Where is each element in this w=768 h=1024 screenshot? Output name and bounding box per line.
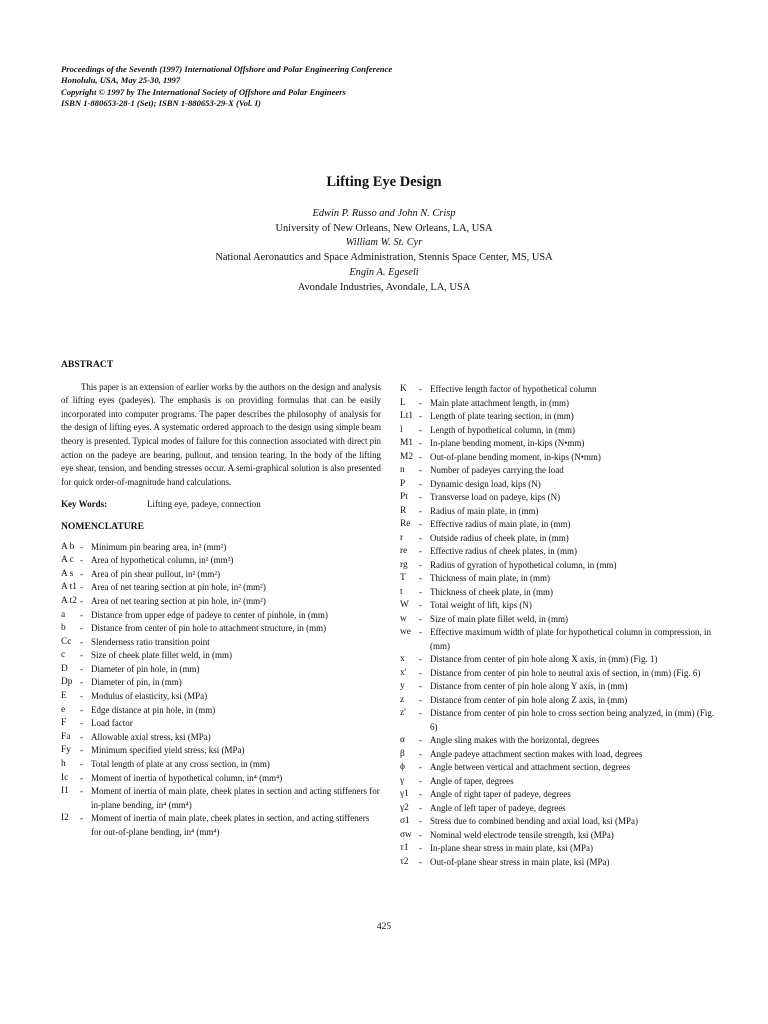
nomenclature-definition: Minimum specified yield stress, ksi (MPa) [91,745,245,756]
nomenclature-dash: - [419,843,422,853]
author-block [0,207,768,295]
nomenclature-dash: - [419,384,422,394]
nomenclature-definition: Total weight of lift, kips (N) [430,600,532,610]
nomenclature-definition: Diameter of pin hole, in (mm) [91,663,200,674]
nomenclature-definition: Area of pin shear pullout, in² (mm²) [91,568,221,579]
nomenclature-entry [61,812,381,839]
header-line: Proceedings of the Seventh (1997) International Offshore and Polar Engineering Conference [61,64,393,74]
nomenclature-entry [400,437,720,451]
nomenclature-dash: - [419,694,422,705]
nomenclature-entry [61,581,381,595]
nomenclature-symbol: r [400,532,404,543]
header-line: Copyright © 1997 by The International Society of Offshore and Polar Engineers [61,86,346,97]
nomenclature-definition: Slenderness ratio transition point [91,636,210,647]
nomenclature-dash: - [419,492,422,502]
nomenclature-definition: Distance from center of pin hole to attachment structure, in (mm) [91,623,327,634]
nomenclature-symbol: Ic [61,772,69,783]
nomenclature-symbol: rg [400,559,408,570]
nomenclature-symbol: P [400,478,406,489]
abstract-heading: ABSTRACT [61,359,114,370]
nomenclature-definition: Distance from center of pin hole along Z axis, in (mm) [430,694,628,705]
nomenclature-symbol: τ1 [400,843,409,853]
nomenclature-definition: Distance from center of pin hole along X axis, in (mm) (Fig. 1) [430,654,658,664]
nomenclature-definition: Out-of-plane bending moment, in-kips (N•mm) [430,451,601,462]
nomenclature-dash: - [419,424,422,435]
nomenclature-symbol: e [61,704,66,715]
nomenclature-entry [61,717,381,731]
nomenclature-symbol: α [400,735,405,745]
nomenclature-dash: - [80,650,83,661]
author-name: Engin A. Egeseli [349,266,419,278]
nomenclature-symbol: σ1 [400,816,410,826]
nomenclature-symbol: l [400,424,403,435]
nomenclature-symbol: Lt1 [400,411,414,421]
nomenclature-dash: - [419,708,422,718]
nomenclature-entry [400,532,720,546]
nomenclature-definition: Length of plate tearing section, in (mm) [430,411,574,421]
nomenclature-symbol: w [400,613,407,624]
nomenclature-entry [61,676,381,690]
nomenclature-symbol: ϕ [400,762,405,772]
nomenclature-dash: - [419,505,422,516]
nomenclature-dash: - [80,623,83,634]
nomenclature-entry [400,572,720,586]
nomenclature-definition: Radius of main plate, in (mm) [430,505,539,516]
nomenclature-dash: - [419,465,422,475]
nomenclature-symbol: D [61,663,68,674]
affiliation: Avondale Industries, Avondale, LA, USA [297,281,471,293]
nomenclature-symbol: M2 [400,451,414,462]
nomenclature-definition: Angle padeye attachment section makes with load, degrees [430,748,643,759]
nomenclature-definition: Nominal weld electrode tensile strength, ksi (MPa) [430,829,614,840]
nomenclature-dash: - [80,691,83,702]
nomenclature-symbol: I2 [61,813,69,824]
nomenclature-entry [61,772,381,786]
nomenclature-definition: Out-of-plane shear stress in main plate, ksi (MPa) [430,856,610,867]
nomenclature-entry [61,785,381,812]
nomenclature-dash: - [419,600,422,610]
nomenclature-entry [61,595,381,609]
nomenclature-dash: - [419,478,422,489]
nomenclature-dash: - [80,568,83,579]
nomenclature-definition: Distance from center of pin hole to cross section being analyzed, in (mm) (Fig. 6) [430,708,715,732]
nomenclature-definition: Distance from center of pin hole to neutral axis of section, in (mm) (Fig. 6) [430,667,701,678]
nomenclature-dash: - [80,759,83,770]
nomenclature-entry [61,663,381,677]
nomenclature-definition: Effective maximum width of plate for hypothetical column in compression, in (mm) [430,627,712,651]
nomenclature-symbol: Fa [61,731,71,742]
nomenclature-definition: Number of padeyes carrying the load [430,465,564,475]
nomenclature-symbol: x' [400,667,407,678]
nomenclature-symbol: F [61,718,67,729]
nomenclature-definition: Radius of gyration of hypothetical column, in (mm) [430,559,617,570]
nomenclature-symbol: A t1 [61,582,77,593]
left-column [61,358,381,840]
nomenclature-dash: - [419,667,422,678]
nomenclature-dash: - [419,438,422,448]
nomenclature-symbol: T [400,573,406,583]
nomenclature-list-left [61,541,381,840]
nomenclature-definition: Angle of left taper of padeye, degrees [430,802,566,813]
nomenclature-entry [400,491,720,505]
paper-title: Lifting Eye Design [326,174,442,190]
nomenclature-definition: Total length of plate at any cross section, in (mm) [91,759,270,770]
nomenclature-definition: Thickness of main plate, in (mm) [430,573,550,583]
nomenclature-symbol: L [400,397,406,408]
nomenclature-entry [61,744,381,758]
nomenclature-entry [61,636,381,650]
nomenclature-entry [400,761,720,775]
nomenclature-dash: - [419,829,422,840]
nomenclature-definition: Moment of inertia of main plate, cheek plates in section, and acting stiffeners for out-of-plane bending, in⁴ (mm⁴) [91,813,370,837]
nomenclature-entry [400,775,720,789]
nomenclature-symbol: Re [400,519,411,529]
abstract-text: This paper is an extension of earlier works by the authors on the design and analysis of lifting eyes (padeyes). The emphasis is on providing formulas that can be easily incorporated into computer programs. The paper describes the philosophy of analysis for the design of lifting eyes. A systematic ordered approach to the design using simple beam theory is presented. Typical modes of failure for this connection associated with direct pin action on the padeye are bearing, pullout, and tension tearing. In the body of the lifting eye shear, tension, and bending stresses occur. A semi-graphical solution is also presented for quick order-of-magnitude hand calculations. [61,381,381,487]
nomenclature-definition: Length of hypothetical column, in (mm) [430,424,575,435]
nomenclature-symbol: W [400,600,409,610]
nomenclature-entry [400,748,720,762]
keywords [61,498,381,512]
nomenclature-entry [400,397,720,411]
nomenclature-entry [61,541,381,555]
nomenclature-entry [400,383,720,397]
nomenclature-definition: Area of hypothetical column, in² (mm²) [91,555,234,566]
nomenclature-entry [400,559,720,573]
nomenclature-entry [400,788,720,802]
nomenclature-symbol: n [400,465,405,475]
nomenclature-definition: Outside radius of cheek plate, in (mm) [430,532,569,543]
nomenclature-entry [400,626,720,653]
nomenclature-dash: - [419,519,422,529]
nomenclature-symbol: σw [400,829,412,840]
nomenclature-dash: - [419,451,422,462]
nomenclature-dash: - [419,654,422,664]
nomenclature-symbol: γ2 [400,802,409,813]
proceedings-header [61,64,392,110]
nomenclature-definition: Size of main plate fillet weld, in (mm) [430,613,568,624]
nomenclature-symbol: z' [400,708,406,718]
nomenclature-entry [61,649,381,663]
nomenclature-entry [400,734,720,748]
nomenclature-entry [400,802,720,816]
nomenclature-definition: Size of cheek plate fillet weld, in (mm) [91,650,232,661]
nomenclature-entry [61,704,381,718]
nomenclature-symbol: Pt [400,492,408,502]
nomenclature-dash: - [419,802,422,813]
nomenclature-symbol: x [400,654,405,664]
nomenclature-definition: Main plate attachment length, in (mm) [430,397,569,408]
nomenclature-dash: - [419,411,422,421]
nomenclature-dash: - [80,704,83,715]
nomenclature-definition: Area of net tearing section at pin hole, in² (mm²) [91,595,266,606]
nomenclature-definition: Angle between vertical and attachment section, degrees [430,762,631,772]
nomenclature-dash: - [419,856,422,867]
nomenclature-entry [400,613,720,627]
nomenclature-entry [61,568,381,582]
page-number: 425 [376,922,392,932]
nomenclature-symbol: Dp [61,677,73,688]
nomenclature-definition: Stress due to combined bending and axial load, ksi (MPa) [430,816,638,826]
keywords-label: Key Words: [61,499,108,510]
nomenclature-dash: - [80,786,83,797]
nomenclature-entry [400,694,720,708]
nomenclature-entry [400,829,720,843]
header-line: ISBN 1-880653-28-1 (Set); ISBN 1-880653-29-X (Vol. I) [61,98,261,109]
nomenclature-dash: - [80,555,83,566]
nomenclature-entry [400,586,720,600]
right-column [400,383,720,869]
nomenclature-entry [400,856,720,870]
keywords-text: Lifting eye, padeye, connection [147,499,261,510]
nomenclature-symbol: t [400,586,403,597]
nomenclature-definition: Moment of inertia of hypothetical column, in⁴ (mm⁴) [91,772,283,783]
nomenclature-definition: Angle of right taper of padeye, degrees [430,789,571,799]
nomenclature-symbol: γ1 [400,789,409,799]
nomenclature-symbol: we [400,627,411,637]
nomenclature-definition: Effective radius of main plate, in (mm) [430,519,571,529]
nomenclature-entry [400,680,720,694]
nomenclature-definition: In-plane bending moment, in-kips (N•mm) [430,438,585,448]
nomenclature-dash: - [419,775,422,786]
nomenclature-symbol: A t2 [61,595,77,606]
nomenclature-symbol: b [61,623,66,634]
nomenclature-symbol: τ2 [400,856,409,867]
author-names: Edwin P. Russo and John N. Crisp [312,208,456,219]
nomenclature-entry [61,758,381,772]
affiliation: National Aeronautics and Space Administration, Stennis Space Center, MS, USA [215,252,553,264]
nomenclature-definition: Angle of taper, degrees [430,775,514,786]
nomenclature-symbol: M1 [400,438,414,448]
nomenclature-dash: - [419,762,422,772]
nomenclature-entry [400,451,720,465]
nomenclature-entry [400,410,720,424]
nomenclature-entry [61,609,381,623]
nomenclature-entry [400,667,720,681]
nomenclature-symbol: Cc [61,636,72,647]
nomenclature-symbol: z [400,694,405,705]
nomenclature-dash: - [419,816,422,826]
nomenclature-definition: Area of net tearing section at pin hole, in² (mm²) [91,582,266,593]
nomenclature-dash: - [419,397,422,408]
nomenclature-entry [400,653,720,667]
nomenclature-dash: - [80,813,83,824]
nomenclature-definition: Transverse load on padeye, kips (N) [430,492,561,502]
nomenclature-definition: Distance from center of pin hole along Y axis, in (mm) [430,681,628,691]
nomenclature-dash: - [419,627,422,637]
nomenclature-definition: Effective length factor of hypothetical column [430,384,597,394]
nomenclature-entry [61,622,381,636]
nomenclature-dash: - [80,677,83,688]
nomenclature-symbol: h [61,759,66,770]
nomenclature-definition: Minimum pin bearing area, in² (mm²) [91,541,227,552]
nomenclature-dash: - [419,681,422,691]
nomenclature-dash: - [80,636,83,647]
nomenclature-dash: - [419,559,422,570]
nomenclature-definition: Angle sling makes with the horizontal, degrees [430,735,600,745]
nomenclature-heading: NOMENCLATURE [61,520,144,532]
nomenclature-definition: Moment of inertia of main plate, cheek plates in section and acting stiffeners for in-plane bending, in⁴ (mm⁴) [91,786,380,810]
nomenclature-definition: Distance from upper edge of padeye to center of pinhole, in (mm) [91,609,328,620]
nomenclature-dash: - [419,748,422,759]
nomenclature-dash: - [419,546,422,556]
header-line: Honolulu, USA, May 25-30, 1997 [61,75,181,86]
nomenclature-entry [400,545,720,559]
nomenclature-entry [400,599,720,613]
nomenclature-symbol: y [400,681,405,691]
nomenclature-definition: Modulus of elasticity, ksi (MPa) [91,691,208,702]
nomenclature-definition: Edge distance at pin hole, in (mm) [91,704,216,715]
nomenclature-entry [400,518,720,532]
nomenclature-dash: - [80,541,83,552]
nomenclature-definition: In-plane shear stress in main plate, ksi (MPa) [430,843,593,853]
nomenclature-entry [61,690,381,704]
nomenclature-dash: - [80,772,83,783]
nomenclature-definition: Load factor [91,718,133,729]
nomenclature-list-right [400,383,720,869]
nomenclature-definition: Dynamic design load, kips (N) [430,478,541,489]
nomenclature-entry [61,731,381,745]
nomenclature-definition: Allowable axial stress, ksi (MPa) [91,731,211,742]
nomenclature-dash: - [419,573,422,583]
nomenclature-dash: - [80,718,83,729]
nomenclature-dash: - [419,532,422,543]
nomenclature-symbol: E [61,691,67,702]
nomenclature-symbol: A c [61,555,74,566]
nomenclature-dash: - [80,582,83,593]
nomenclature-dash: - [80,745,83,756]
nomenclature-dash: - [419,586,422,597]
nomenclature-symbol: R [400,505,407,516]
nomenclature-dash: - [80,609,83,620]
nomenclature-symbol: re [400,546,408,556]
nomenclature-entry [400,815,720,829]
nomenclature-entry [400,464,720,478]
nomenclature-entry [400,707,720,734]
nomenclature-entry [400,505,720,519]
nomenclature-symbol: Fy [61,745,71,756]
nomenclature-definition: Effective radius of cheek plates, in (mm) [430,546,578,556]
nomenclature-symbol: c [61,650,66,661]
nomenclature-entry [400,424,720,438]
author-name: William W. St. Cyr [345,237,423,249]
nomenclature-dash: - [419,613,422,624]
nomenclature-definition: Diameter of pin, in (mm) [91,677,182,688]
nomenclature-symbol: A s [61,568,74,579]
nomenclature-symbol: I1 [61,786,69,797]
nomenclature-dash: - [80,731,83,742]
nomenclature-definition: Thickness of cheek plate, in (mm) [430,586,553,597]
nomenclature-dash: - [80,663,83,674]
nomenclature-symbol: β [400,748,405,759]
nomenclature-entry [400,478,720,492]
nomenclature-symbol: a [61,609,66,620]
nomenclature-dash: - [419,735,422,745]
nomenclature-entry [61,554,381,568]
nomenclature-symbol: K [400,384,407,394]
nomenclature-symbol: A b [61,541,75,552]
nomenclature-dash: - [80,595,83,606]
nomenclature-entry [400,842,720,856]
affiliation: University of New Orleans, New Orleans, LA, USA [275,222,493,234]
nomenclature-dash: - [419,789,422,799]
nomenclature-symbol: γ [400,775,405,786]
